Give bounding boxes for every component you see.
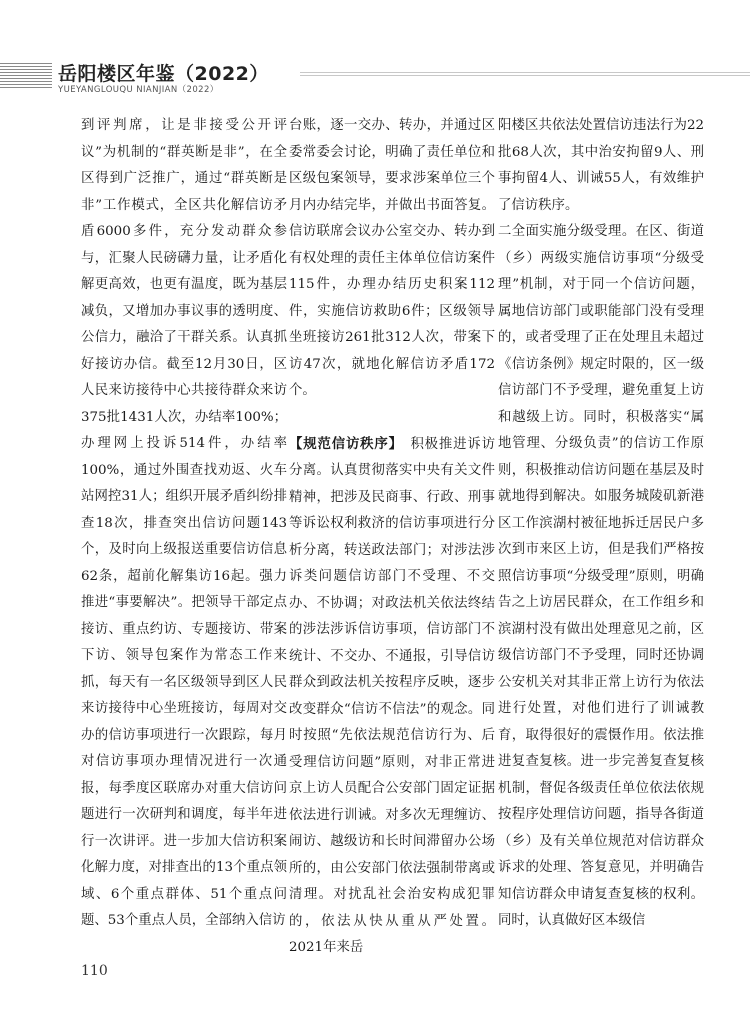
text-column-1 [81, 113, 287, 945]
section-paragraph [289, 431, 495, 962]
page-number: 110 [81, 963, 108, 979]
header-stripes-decoration [0, 63, 52, 89]
header-rule [300, 72, 750, 73]
paragraph: 阳楼区共依法处置信访违法行为22批68人次，其中治安拘留9人、刑事拘留4人、训诫55人，有效维护了信访秩序。 [498, 118, 704, 213]
paragraph: 台账，逐一交办、转办，并通过区委常委会讨论，明确了责任单位和区级包案领导，要求涉案单位三个月内办结完毕，并做出书面答复。信访联席会议办公室交办、转办到有权处理的责任主体单位信访案件115件，办理办结历史积案112件，实施信访救助6件；区级领导坐班接访261批312人次，带案下访47次，就地化解信访矛盾172个。 [289, 118, 495, 398]
header-subtitle: YUEYANGLOUQU NIANJIAN（2022） [58, 85, 219, 95]
paragraph: 积极推进诉访分离。认真贯彻落实中央有关文件精神，把涉及民商事、行政、刑事等诉讼权利救济的信访事项进行分析分离，转送政法部门；对涉法涉诉类问题信访部门不受理、不交办、不协调；对政法机关依法终结的涉法涉诉信访事项，信访部门不统计、不交办、不通报，引导信访群众到政法机关按程序反映，逐步改变群众“信访不信法”的观念。同时按照“先依法规范信访行为、后受理信访问题”原则，对非正常进京上访人员配合公安部门固定证据依法进行训诫。对多次无理缠访、闹访、越级访和长时间滞留办公场所的，由公安部门依法强制带离或清理。对扰乱社会治安构成犯罪的，依法从快从重从严处置。2021年来岳 [289, 436, 496, 955]
header-rule-2 [300, 75, 750, 76]
paragraph: 二全面实施分级受理。在区、街道（乡）两级实施信访事项“分级受理”机制，对于同一个信访问题，属地信访部门或职能部门没有受理的，或者受理了正在处理且未超过《信访条例》规定时限的，区一级信访部门不予受理，避免重复上访和越级上访。同时，积极落实“属地管理、分级负责”的信访工作原则，积极推动信访问题在基层及时就地得到解决。如服务城陵矶新港区工作滨湖村被征地拆迁居民户多次到市来区上访，但是我们严格按照信访事项“分级受理”原则，明确告之上访居民群众，在工作组乡和滨湖村没有做出处理意见之前，区级信访部门不予受理，同时还协调公安机关对其非正常上访行为依法进行处置，对他们进行了训诫教育，取得很好的震慑作用。依法推进复查复核。进一步完善复查复核机制，督促各级责任单位依法依规按程序处理信访问题，指导各街道（乡）及有关单位规范对信访群众诉求的处理、答复意见，并明确告知信访群众申请复查复核的权利。同时，认真做好区本级信 [498, 224, 704, 928]
section-title: 【规范信访秩序】 [289, 435, 397, 452]
header-title: 岳阳楼区年鉴（2022） [58, 63, 269, 85]
paragraph: 到评判席，让是非接受公开评议”为机制的“群英断是非”，在全区得到广泛推广，通过“群英断是非”工作模式，全区共化解信访矛盾6000多件，充分发动群众参与，汇聚人民磅礴力量，让矛盾化解更高效，也更有温度，既为基层减负，又增加办事议事的透明度、公信力，融洽了干群关系。认真抓好接访办信。截至12月30日，区人民来访接待中心共接待群众来访375批1431人次，办结率100%；办理网上投诉514件，办结率100%，通过外围查找劝返、火车站网控31人；组织开展矛盾纠纷排查18次，排查突出信访问题143个，及时向上级报送重要信访信息62条，超前化解集访16起。强力推进“事要解决”。把领导干部定点接访、重点约访、专题接访、带案下访、领导包案作为常态工作来抓，每天有一名区级领导到区人民来访接待中心坐班接访，每周对交办的信访事项进行一次跟踪，每月对信访事项办理情况进行一次通报，每季度区联席办对重大信访问题进行一次研判和调度，每半年进行一次讲评。进一步加大信访积案化解力度，对排查出的13个重点领域、6个重点群体、51个重点问题、53个重点人员，全部纳入信访 [81, 118, 287, 928]
text-column-3 [498, 113, 704, 945]
running-header [0, 55, 750, 95]
text-column-2 [289, 113, 496, 955]
